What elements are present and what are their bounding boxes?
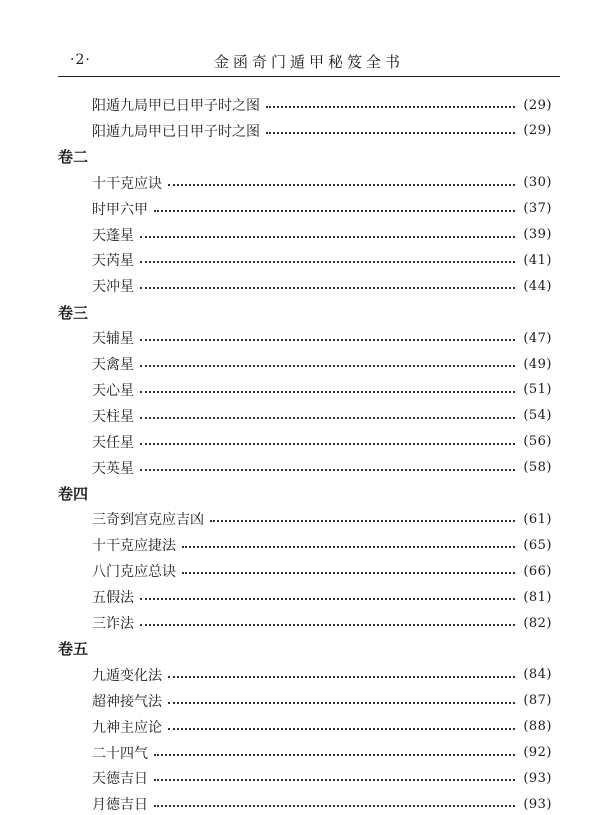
entry-title: 天德吉日 [92, 771, 148, 788]
dot-leader [154, 198, 515, 212]
entry-page-number: (47) [523, 330, 552, 346]
toc-entry [92, 793, 552, 815]
entry-page-number: (41) [523, 252, 552, 268]
entry-title: 十干克应诀 [92, 175, 162, 192]
toc-entry [92, 716, 552, 738]
dot-leader [140, 431, 515, 445]
entry-page-number: (61) [523, 511, 552, 527]
entry-title: 三奇到宫克应吉凶 [92, 512, 204, 529]
toc-entry [92, 586, 552, 608]
entry-page-number: (37) [523, 201, 552, 217]
dot-leader [140, 327, 515, 341]
toc-entry [92, 690, 552, 712]
entry-page-number: (81) [523, 589, 552, 605]
page-header [58, 48, 560, 76]
entry-title: 时甲六甲 [92, 201, 148, 218]
entry-title: 天禽星 [92, 357, 134, 373]
dot-leader [140, 612, 515, 626]
dot-leader [140, 249, 515, 263]
dot-leader [168, 716, 515, 730]
dot-leader [266, 94, 515, 108]
entry-page-number: (58) [523, 460, 552, 476]
entry-page-number: (82) [523, 615, 552, 631]
dot-leader [140, 275, 515, 289]
dot-leader [182, 560, 515, 574]
entry-page-number: (54) [523, 408, 552, 424]
entry-page-number: (30) [523, 175, 552, 191]
entry-title: 八门克应总诀 [92, 564, 176, 581]
toc-entry [92, 249, 552, 271]
dot-leader [210, 508, 515, 522]
toc-entry [92, 120, 552, 142]
volume-heading [58, 483, 178, 505]
toc-entry [92, 172, 552, 194]
toc-entry [92, 457, 552, 479]
entry-title: 天芮星 [92, 253, 134, 270]
dot-leader [168, 172, 515, 186]
dot-leader [140, 457, 515, 471]
toc-entry [92, 405, 552, 427]
volume-title: 卷四 [58, 485, 89, 503]
dot-leader [154, 793, 515, 807]
entry-title: 天蓬星 [92, 227, 134, 244]
entry-title: 月德吉日 [92, 797, 148, 814]
entry-title: 二十四气 [92, 745, 148, 762]
entry-page-number: (29) [523, 97, 552, 113]
toc-entry [92, 198, 552, 220]
page-number: ·2· [70, 52, 91, 68]
entry-page-number: (44) [523, 278, 552, 294]
entry-page-number: (65) [523, 537, 552, 553]
entry-title: 天辅星 [92, 331, 134, 348]
volume-title: 卷五 [58, 640, 89, 659]
entry-page-number: (87) [523, 693, 552, 709]
entry-page-number: (51) [523, 382, 552, 398]
entry-title: 天任星 [92, 434, 134, 451]
dot-leader [140, 353, 515, 367]
dot-leader [266, 120, 515, 134]
toc-entry [92, 560, 552, 582]
entry-page-number: (66) [523, 563, 552, 579]
toc-entry [92, 431, 552, 453]
entry-title: 天冲星 [92, 279, 134, 296]
toc-entry [92, 767, 552, 789]
toc-entry [92, 612, 552, 634]
entry-title: 五假法 [92, 590, 134, 607]
toc-entry [92, 224, 552, 246]
toc-entry [92, 94, 552, 116]
entry-page-number: (93) [523, 770, 552, 786]
book-title: 金函奇门遁甲秘笈全书 [213, 53, 404, 71]
dot-leader [140, 224, 515, 238]
dot-leader [140, 379, 515, 393]
entry-title: 天柱星 [92, 408, 134, 425]
entry-title: 九遁变化法 [92, 667, 162, 684]
volume-heading [58, 301, 178, 323]
volume-title: 卷三 [58, 303, 89, 322]
toc-entry [92, 742, 552, 764]
dot-leader [182, 534, 515, 548]
entry-page-number: (88) [523, 719, 552, 735]
toc-entry [92, 353, 552, 375]
entry-page-number: (29) [523, 123, 552, 139]
entry-title: 三诈法 [92, 616, 134, 632]
dot-leader [154, 742, 515, 756]
volume-title: 卷二 [58, 148, 89, 167]
entry-title: 阳遁九局甲已日甲子时之图 [92, 98, 260, 114]
entry-title: 天心星 [92, 382, 134, 399]
entry-title: 超神接气法 [92, 693, 162, 710]
toc-entry [92, 534, 552, 556]
entry-page-number: (49) [523, 356, 552, 372]
toc-entry [92, 327, 552, 349]
entry-title: 十干克应捷法 [92, 538, 176, 555]
entry-title: 天英星 [92, 460, 134, 477]
toc-entry [92, 508, 552, 530]
dot-leader [168, 690, 515, 704]
volume-heading [58, 638, 178, 660]
entry-page-number: (92) [523, 745, 552, 760]
dot-leader [140, 586, 515, 600]
volume-heading [58, 146, 178, 168]
dot-leader [154, 767, 515, 781]
toc-entry [92, 379, 552, 401]
entry-page-number: (56) [523, 434, 552, 450]
dot-leader [168, 664, 515, 678]
toc-entry [92, 275, 552, 297]
dot-leader [140, 405, 515, 419]
entry-page-number: (84) [523, 667, 552, 683]
toc-entry [92, 664, 552, 686]
entry-title: 阳遁九局甲已日甲子时之图 [92, 123, 260, 140]
entry-page-number: (39) [523, 227, 552, 242]
entry-title: 九神主应论 [92, 719, 162, 736]
header-rule [58, 76, 560, 77]
entry-page-number: (93) [523, 796, 552, 812]
